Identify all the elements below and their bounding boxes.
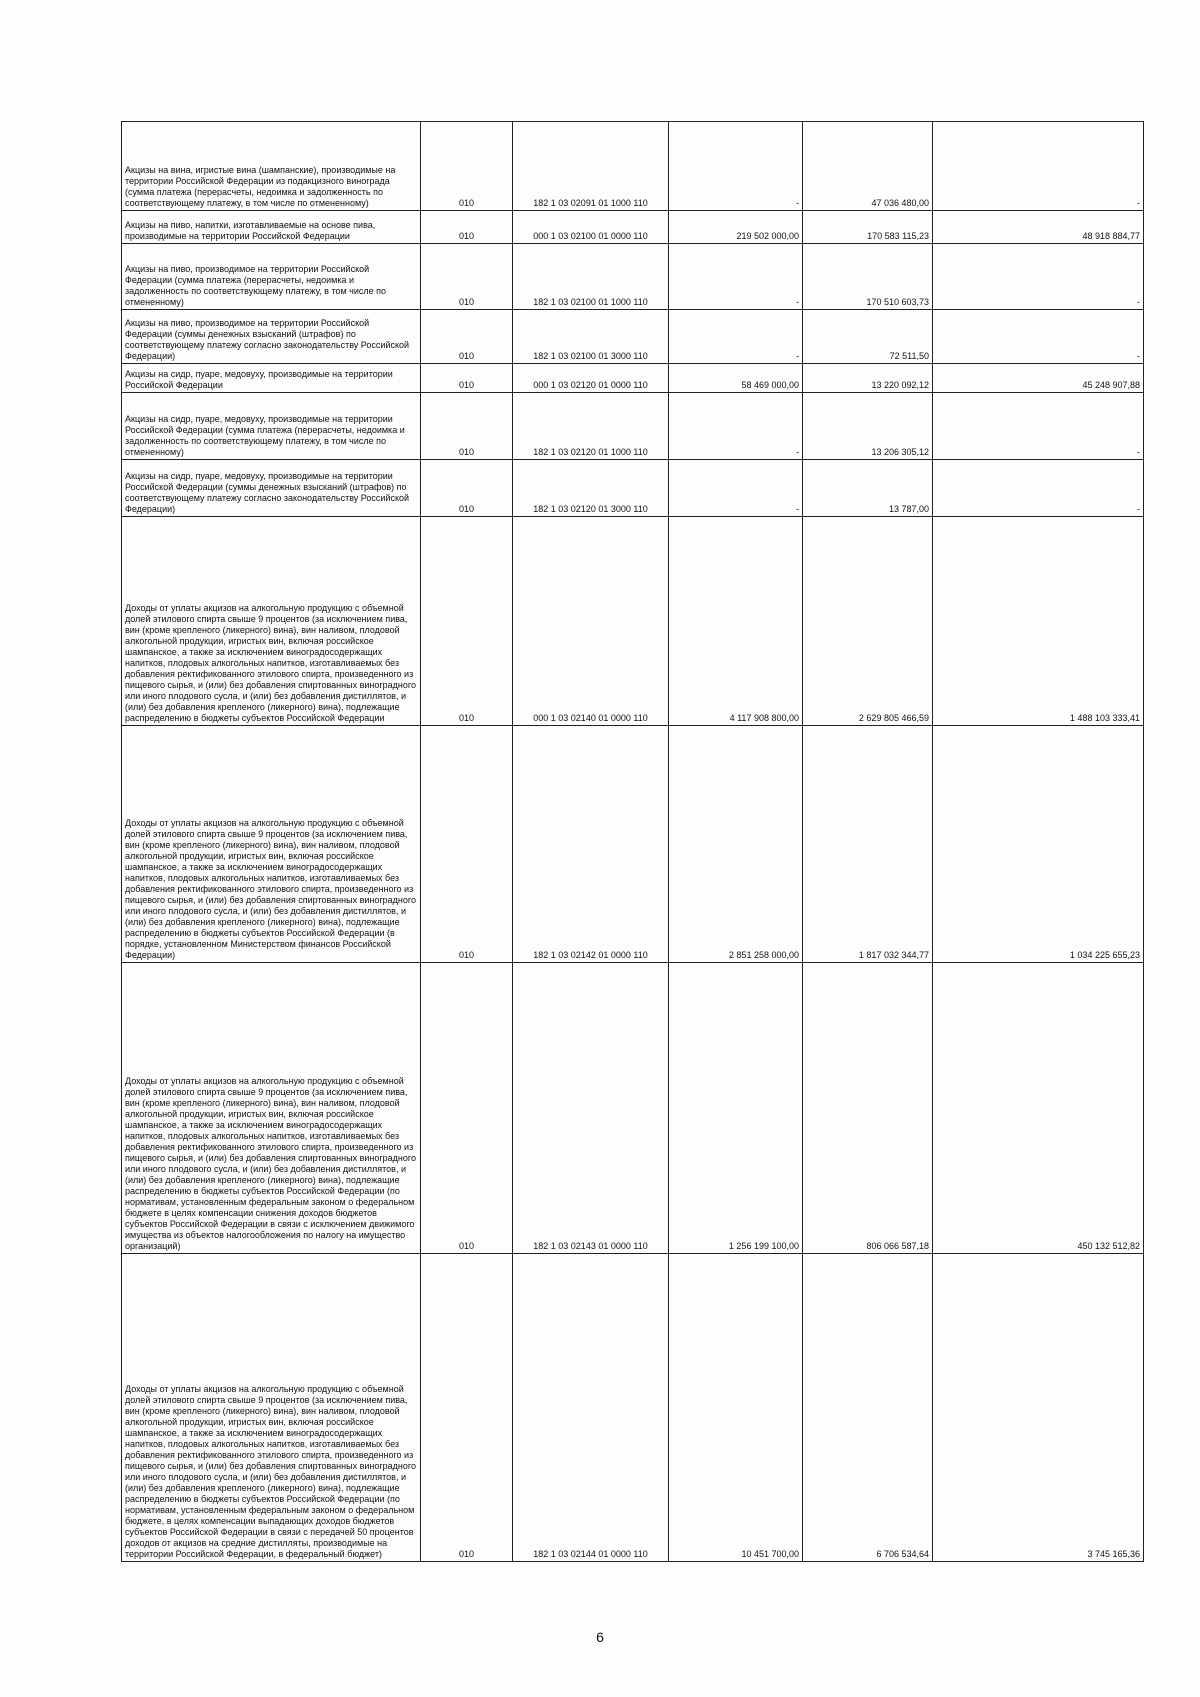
row-budget-code: 000 1 03 02120 01 0000 110	[513, 364, 669, 393]
row-rest: 45 248 907,88	[933, 364, 1144, 393]
row-rest: -	[933, 393, 1144, 460]
row-fact: 13 206 305,12	[803, 393, 933, 460]
row-name: Доходы от уплаты акцизов на алкогольную продукцию с объемной долей этилового спирта свыше 9 процентов (за исключением пива, вин (кроме крепленого (ликерного) вина), вин наливом, плодовой алкогольной продукции, игристых вин, включая российское шампанское, а также за исключением виноградосодержащих напитков, плодовых алкогольных напитков, изготавливаемых без добавления ректификованного этилового спирта, произведенного из пищевого сырья, и (или) без добавления спиртованных виноградного или иного плодового сусла, и (или) без добавления дистиллятов, и (или) без добавления крепленого (ликерного) вина), подлежащие распределению в бюджеты субъектов Российской Федерации	[122, 517, 421, 726]
row-line-code: 010	[421, 364, 513, 393]
row-plan: 58 469 000,00	[669, 364, 803, 393]
row-budget-code: 182 1 03 02120 01 1000 110	[513, 393, 669, 460]
row-name: Акцизы на пиво, производимое на территории Российской Федерации (сумма платежа (перерасчеты, недоимка и задолженность по соответствующему платежу, в том числе по отмененному)	[122, 244, 421, 310]
table-row	[122, 393, 1144, 460]
page-number: 6	[596, 1629, 604, 1645]
table-row	[122, 211, 1144, 244]
table-row	[122, 460, 1144, 517]
row-name: Акцизы на вина, игристые вина (шампанские), производимые на территории Российской Федерации из подакцизного винограда (сумма платежа (перерасчеты, недоимка и задолженность по соответствующему платежу, в том числе по отмененному)	[122, 122, 421, 211]
row-name: Доходы от уплаты акцизов на алкогольную продукцию с объемной долей этилового спирта свыше 9 процентов (за исключением пива, вин (кроме крепленого (ликерного) вина), вин наливом, плодовой алкогольной продукции, игристых вин, включая российское шампанское, а также за исключением виноградосодержащих напитков, плодовых алкогольных напитков, изготавливаемых без добавления ректификованного этилового спирта, произведенного из пищевого сырья, и (или) без добавления спиртованных виноградного или иного плодового сусла, и (или) без добавления дистиллятов, и (или) без добавления крепленого (ликерного) вина), подлежащие распределению в бюджеты субъектов Российской Федерации (по нормативам, установленным федеральным законом о федеральном бюджете в целях компенсации снижения доходов бюджетов субъектов Российской Федерации в связи с исключением движимого имущества из объектов налогообложения по налогу на имущество организаций)	[122, 963, 421, 1254]
table-row	[122, 1254, 1144, 1562]
row-line-code: 010	[421, 963, 513, 1254]
row-rest: 3 745 165,36	[933, 1254, 1144, 1562]
row-line-code: 010	[421, 460, 513, 517]
table-row	[122, 963, 1144, 1254]
row-rest: 450 132 512,82	[933, 963, 1144, 1254]
table-row	[122, 122, 1144, 211]
row-name: Акцизы на пиво, производимое на территории Российской Федерации (суммы денежных взысканий (штрафов) по соответствующему платежу согласно законодательству Российской Федерации)	[122, 310, 421, 364]
row-budget-code: 182 1 03 02144 01 0000 110	[513, 1254, 669, 1562]
row-plan: 219 502 000,00	[669, 211, 803, 244]
row-plan: 4 117 908 800,00	[669, 517, 803, 726]
row-plan: 2 851 258 000,00	[669, 726, 803, 963]
row-fact: 2 629 805 466,59	[803, 517, 933, 726]
row-name: Акцизы на пиво, напитки, изготавливаемые на основе пива, производимые на территории Российской Федерации	[122, 211, 421, 244]
row-plan: -	[669, 122, 803, 211]
row-line-code: 010	[421, 393, 513, 460]
row-budget-code: 182 1 03 02100 01 3000 110	[513, 310, 669, 364]
row-budget-code: 182 1 03 02091 01 1000 110	[513, 122, 669, 211]
row-fact: 1 817 032 344,77	[803, 726, 933, 963]
row-plan: -	[669, 310, 803, 364]
row-fact: 13 220 092,12	[803, 364, 933, 393]
row-rest: -	[933, 122, 1144, 211]
row-name: Доходы от уплаты акцизов на алкогольную продукцию с объемной долей этилового спирта свыше 9 процентов (за исключением пива, вин (кроме крепленого (ликерного) вина), вин наливом, плодовой алкогольной продукции, игристых вин, включая российское шампанское, а также за исключением виноградосодержащих напитков, плодовых алкогольных напитков, изготавливаемых без добавления ректификованного этилового спирта, произведенного из пищевого сырья, и (или) без добавления спиртованных виноградного или иного плодового сусла, и (или) без добавления дистиллятов, и (или) без добавления крепленого (ликерного) вина), подлежащие распределению в бюджеты субъектов Российской Федерации (по нормативам, установленным федеральным законом о федеральном бюджете, в целях компенсации выпадающих доходов бюджетов субъектов Российской Федерации в связи с передачей 50 процентов доходов от акцизов на средние дистилляты, производимые на территории Российской Федерации, в федеральный бюджет)	[122, 1254, 421, 1562]
row-rest: 1 034 225 655,23	[933, 726, 1144, 963]
row-line-code: 010	[421, 1254, 513, 1562]
row-line-code: 010	[421, 310, 513, 364]
row-plan: -	[669, 393, 803, 460]
row-rest: -	[933, 244, 1144, 310]
row-budget-code: 182 1 03 02143 01 0000 110	[513, 963, 669, 1254]
row-fact: 170 510 603,73	[803, 244, 933, 310]
row-budget-code: 182 1 03 02120 01 3000 110	[513, 460, 669, 517]
table-row	[122, 726, 1144, 963]
row-name: Акцизы на сидр, пуаре, медовуху, производимые на территории Российской Федерации (сумма платежа (перерасчеты, недоимка и задолженность по соответствующему платежу, в том числе по отмененному)	[122, 393, 421, 460]
row-rest: 48 918 884,77	[933, 211, 1144, 244]
row-budget-code: 000 1 03 02100 01 0000 110	[513, 211, 669, 244]
row-plan: 1 256 199 100,00	[669, 963, 803, 1254]
table-row	[122, 310, 1144, 364]
row-line-code: 010	[421, 211, 513, 244]
row-fact: 170 583 115,23	[803, 211, 933, 244]
row-fact: 47 036 480,00	[803, 122, 933, 211]
income-table	[121, 121, 1144, 1562]
row-name: Акцизы на сидр, пуаре, медовуху, производимые на территории Российской Федерации (суммы денежных взысканий (штрафов) по соответствующему платежу согласно законодательству Российской Федерации)	[122, 460, 421, 517]
row-name: Доходы от уплаты акцизов на алкогольную продукцию с объемной долей этилового спирта свыше 9 процентов (за исключением пива, вин (кроме крепленого (ликерного) вина), вин наливом, плодовой алкогольной продукции, игристых вин, включая российское шампанское, а также за исключением виноградосодержащих напитков, плодовых алкогольных напитков, изготавливаемых без добавления ректификованного этилового спирта, произведенного из пищевого сырья, и (или) без добавления спиртованных виноградного или иного плодового сусла, и (или) без добавления дистиллятов, и (или) без добавления крепленого (ликерного) вина), подлежащие распределению в бюджеты субъектов Российской Федерации (в порядке, установленном Министерством финансов Российской Федерации)	[122, 726, 421, 963]
row-rest: 1 488 103 333,41	[933, 517, 1144, 726]
row-fact: 72 511,50	[803, 310, 933, 364]
row-rest: -	[933, 310, 1144, 364]
row-plan: -	[669, 244, 803, 310]
row-fact: 806 066 587,18	[803, 963, 933, 1254]
row-line-code: 010	[421, 517, 513, 726]
row-line-code: 010	[421, 726, 513, 963]
row-line-code: 010	[421, 122, 513, 211]
row-name: Акцизы на сидр, пуаре, медовуху, производимые на территории Российской Федерации	[122, 364, 421, 393]
row-budget-code: 182 1 03 02142 01 0000 110	[513, 726, 669, 963]
row-line-code: 010	[421, 244, 513, 310]
row-budget-code: 000 1 03 02140 01 0000 110	[513, 517, 669, 726]
row-budget-code: 182 1 03 02100 01 1000 110	[513, 244, 669, 310]
row-fact: 13 787,00	[803, 460, 933, 517]
table-row	[122, 244, 1144, 310]
row-plan: -	[669, 460, 803, 517]
row-rest: -	[933, 460, 1144, 517]
table-row	[122, 364, 1144, 393]
row-plan: 10 451 700,00	[669, 1254, 803, 1562]
row-fact: 6 706 534,64	[803, 1254, 933, 1562]
table-row	[122, 517, 1144, 726]
